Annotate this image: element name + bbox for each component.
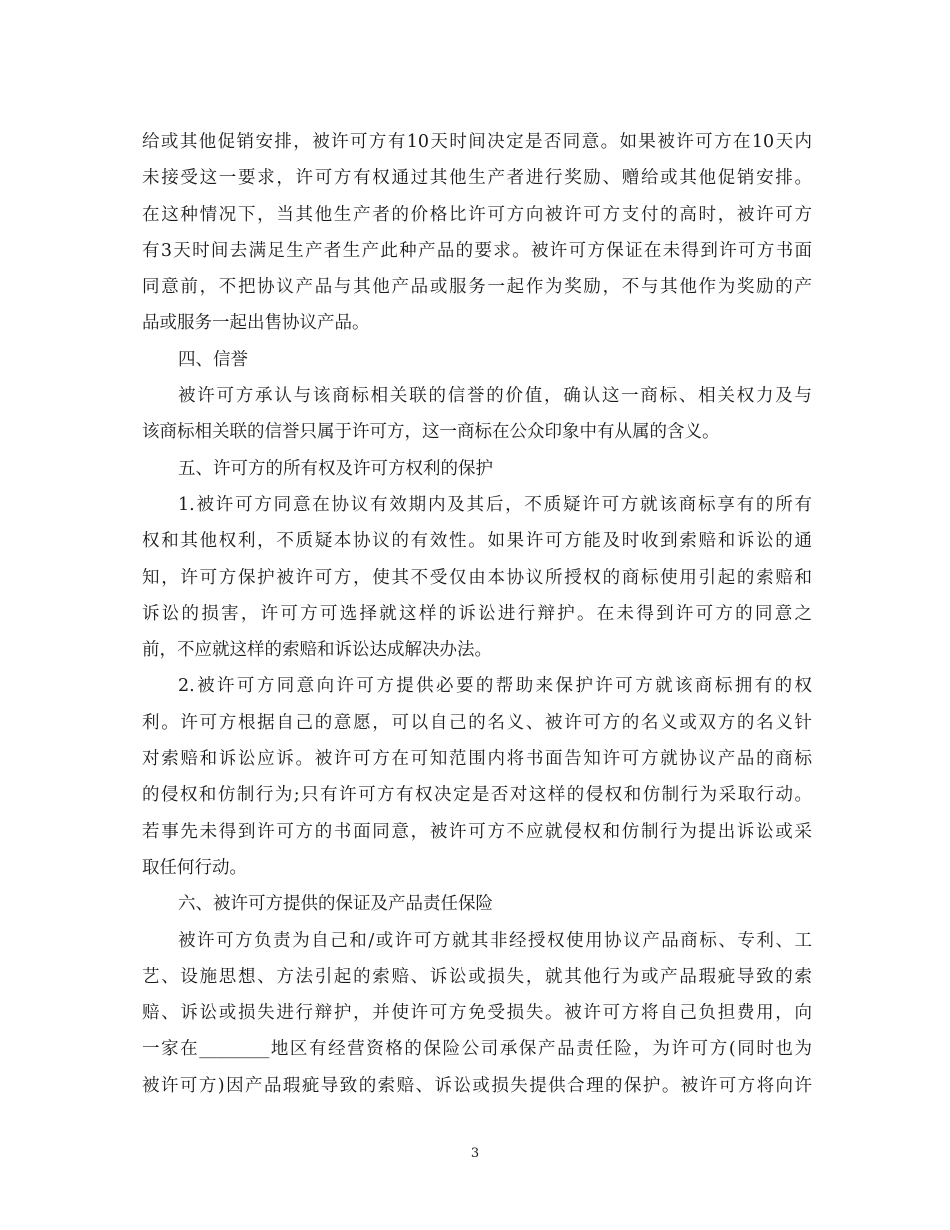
text-line: 1.被许可方同意在协议有效期内及其后，不质疑许可方就该商标享有的所有 <box>178 494 812 515</box>
text-line: 四、信誉 <box>178 349 248 370</box>
text-line: 前，不应就这样的索赔和诉讼达成解决办法。 <box>142 640 492 661</box>
text-line: 艺、设施思想、方法引起的索赔、诉讼或损失，就其他行为或产品瑕疵导致的索 <box>142 966 812 987</box>
text-line: 知，许可方保护被许可方，使其不受仅由本协议所授权的商标使用引起的索赔和 <box>142 567 812 588</box>
text-line: 同意前，不把协议产品与其他产品或服务一起作为奖励，不与其他作为奖励的产 <box>142 277 812 298</box>
text-line: 五、许可方的所有权及许可方权利的保护 <box>178 458 493 479</box>
text-line: 权和其他权利，不质疑本协议的有效性。如果许可方能及时收到索赔和诉讼的通 <box>142 531 812 552</box>
text-line: 利。许可方根据自己的意愿，可以自己的名义、被许可方的名义或双方的名义针 <box>142 712 812 733</box>
document-body <box>142 124 812 1104</box>
text-line: 一家在________地区有经营资格的保险公司承保产品责任险，为许可方(同时也为 <box>142 1039 812 1060</box>
text-line: 对索赔和诉讼应诉。被许可方在可知范围内将书面告知许可方就协议产品的商标 <box>142 749 812 770</box>
text-line: 给或其他促销安排，被许可方有10天时间决定是否同意。如果被许可方在10天内 <box>142 132 812 152</box>
text-line: 被许可方承认与该商标相关联的信誉的价值，确认这一商标、相关权力及与 <box>178 386 812 407</box>
page-number: 3 <box>470 1146 480 1161</box>
text-line: 该商标相关联的信誉只属于许可方，这一商标在公众印象中有从属的含义。 <box>142 422 720 443</box>
text-line: 在这种情况下，当其他生产者的价格比许可方向被许可方支付的高时，被许可方 <box>142 204 812 225</box>
text-line: 被许可方)因产品瑕疵导致的索赔、诉讼或损失提供合理的保护。被许可方将向许 <box>142 1075 812 1096</box>
text-line: 未接受这一要求，许可方有权通过其他生产者进行奖励、赠给或其他促销安排。 <box>142 168 812 189</box>
text-line: 诉讼的损害，许可方可选择就这样的诉讼进行辩护。在未得到许可方的同意之 <box>142 603 812 624</box>
text-line: 取任何行动。 <box>142 857 247 878</box>
text-line: 有3天时间去满足生产者生产此种产品的要求。被许可方保证在未得到许可方书面 <box>142 240 812 261</box>
text-line: 若事先未得到许可方的书面同意，被许可方不应就侵权和仿制行为提出诉讼或采 <box>142 821 812 842</box>
text-line: 的侵权和仿制行为;只有许可方有权决定是否对这样的侵权和仿制行为采取行动。 <box>142 785 812 806</box>
text-line: 品或服务一起出售协议产品。 <box>142 313 370 334</box>
text-line: 赔、诉讼或损失进行辩护，并使许可方免受损失。被许可方将自己负担费用，向 <box>142 1003 812 1024</box>
text-line: 被许可方负责为自己和/或许可方就其非经授权使用协议产品商标、专利、工 <box>178 930 812 951</box>
text-line: 六、被许可方提供的保证及产品责任保险 <box>178 894 493 915</box>
text-line: 2.被许可方同意向许可方提供必要的帮助来保护许可方就该商标拥有的权 <box>178 676 812 697</box>
